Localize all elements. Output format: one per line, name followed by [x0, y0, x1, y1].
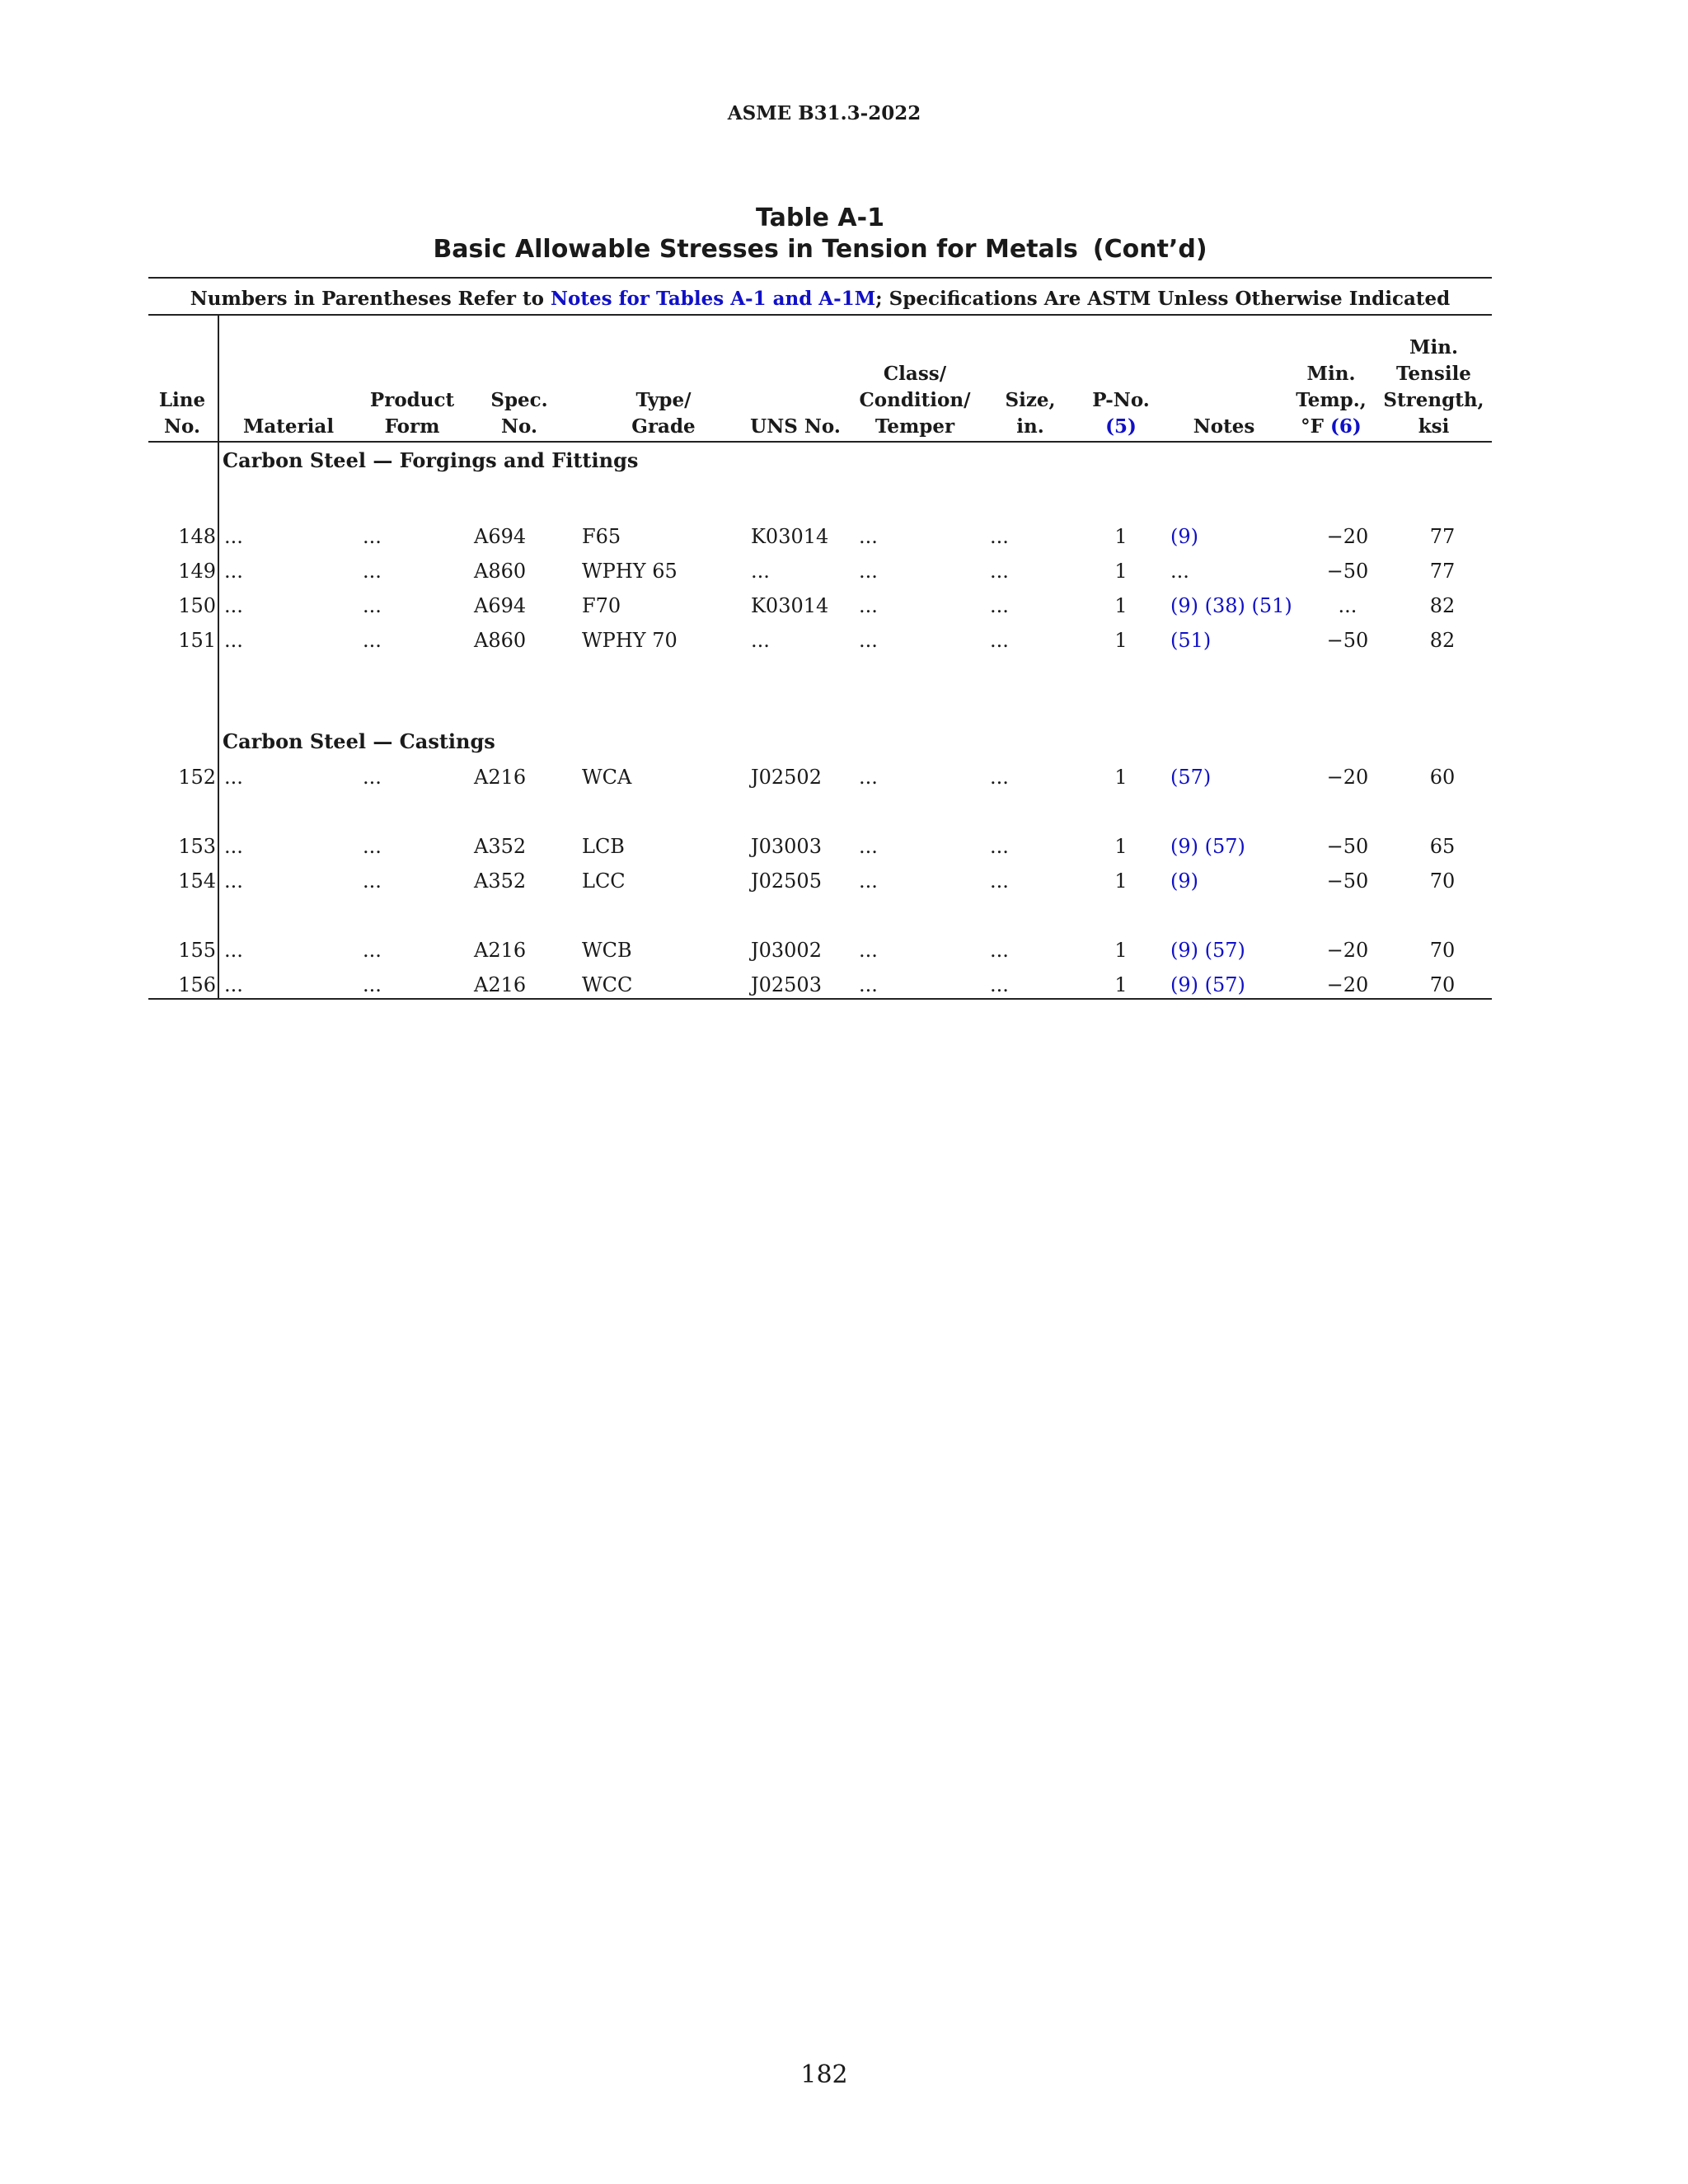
cell-material: ...	[224, 629, 243, 652]
cell-line-no: 150	[178, 594, 216, 617]
subnote-rule	[148, 314, 1492, 316]
cell-class: ...	[859, 560, 878, 583]
cell-p-no: 1	[1114, 594, 1128, 617]
cell-line-no: 155	[178, 939, 216, 962]
cell-grade: WPHY 65	[582, 560, 678, 583]
cell-uns-no: J03003	[751, 835, 822, 858]
cell-uns-no: ...	[751, 560, 770, 583]
cell-material: ...	[224, 869, 243, 893]
header-min-temp: Min. Temp., °F (6)	[1296, 363, 1367, 438]
cell-line-no: 148	[178, 525, 216, 548]
cell-class: ...	[859, 766, 878, 789]
cell-p-no: 1	[1114, 973, 1128, 996]
line-no-divider	[218, 316, 219, 998]
cell-spec-no: A352	[474, 869, 527, 893]
header-spec-no: Spec. No.	[490, 389, 548, 438]
cell-notes[interactable]: (9) (57)	[1170, 835, 1245, 858]
cell-p-no: 1	[1114, 525, 1128, 548]
cell-grade: WPHY 70	[582, 629, 678, 652]
top-rule	[148, 277, 1492, 279]
cell-spec-no: A860	[474, 560, 527, 583]
page-number: 182	[800, 2060, 848, 2089]
cell-notes[interactable]: (9) (57)	[1170, 973, 1245, 996]
cell-uns-no: K03014	[751, 525, 829, 548]
subnote-pre: Numbers in Parentheses Refer to	[190, 288, 551, 310]
cell-notes[interactable]: (9)	[1170, 869, 1198, 893]
cell-min-temp: −20	[1326, 939, 1369, 962]
cell-line-no: 149	[178, 560, 216, 583]
table-title	[148, 234, 1492, 265]
header-material: Material	[242, 415, 335, 438]
table-cont: (Cont’d)	[1092, 235, 1207, 264]
subnote-post: ; Specifications Are ASTM Unless Otherwise Indicated	[875, 288, 1451, 310]
cell-grade: F70	[582, 594, 621, 617]
cell-line-no: 156	[178, 973, 216, 996]
cell-notes[interactable]: (9)	[1170, 525, 1198, 548]
cell-grade: LCB	[582, 835, 625, 858]
cell-size: ...	[990, 525, 1009, 548]
header-line-no: Line No.	[158, 389, 206, 438]
cell-product-form: ...	[363, 973, 382, 996]
cell-min-temp: −20	[1326, 973, 1369, 996]
cell-product-form: ...	[363, 560, 382, 583]
cell-product-form: ...	[363, 629, 382, 652]
cell-notes[interactable]: (57)	[1170, 766, 1212, 789]
cell-class: ...	[859, 525, 878, 548]
cell-class: ...	[859, 629, 878, 652]
header-p-no: P-No. (5)	[1092, 389, 1150, 438]
cell-min-temp: −50	[1326, 835, 1369, 858]
header-product-form: Product Form	[369, 389, 455, 438]
cell-tensile: 65	[1429, 835, 1456, 858]
cell-tensile: 77	[1429, 560, 1456, 583]
cell-material: ...	[224, 766, 243, 789]
cell-material: ...	[224, 939, 243, 962]
notes-link[interactable]: Notes for Tables A-1 and A-1M	[551, 288, 876, 310]
cell-class: ...	[859, 939, 878, 962]
cell-line-no: 152	[178, 766, 216, 789]
cell-size: ...	[990, 560, 1009, 583]
cell-spec-no: A216	[474, 973, 527, 996]
cell-product-form: ...	[363, 525, 382, 548]
cell-uns-no: J03002	[751, 939, 822, 962]
cell-spec-no: A216	[474, 939, 527, 962]
cell-spec-no: A860	[474, 629, 527, 652]
cell-size: ...	[990, 766, 1009, 789]
table-title-block	[148, 203, 1492, 265]
cell-min-temp: ...	[1338, 594, 1357, 617]
cell-size: ...	[990, 939, 1009, 962]
header-tensile: Min. Tensile Strength, ksi	[1383, 336, 1484, 438]
cell-min-temp: −50	[1326, 560, 1369, 583]
cell-min-temp: −20	[1326, 525, 1369, 548]
bottom-rule	[148, 998, 1492, 1000]
cell-grade: WCA	[582, 766, 632, 789]
cell-tensile: 82	[1429, 594, 1456, 617]
cell-material: ...	[224, 525, 243, 548]
cell-material: ...	[224, 835, 243, 858]
cell-spec-no: A694	[474, 594, 527, 617]
cell-grade: WCB	[582, 939, 632, 962]
cell-min-temp: −50	[1326, 629, 1369, 652]
cell-min-temp: −50	[1326, 869, 1369, 893]
cell-line-no: 151	[178, 629, 216, 652]
table-label: Table A-1	[756, 204, 884, 232]
cell-notes[interactable]: (9) (57)	[1170, 939, 1245, 962]
cell-uns-no: K03014	[751, 594, 829, 617]
cell-spec-no: A216	[474, 766, 527, 789]
cell-size: ...	[990, 629, 1009, 652]
running-head: ASME B31.3-2022	[727, 102, 921, 124]
cell-line-no: 153	[178, 835, 216, 858]
cell-uns-no: J02502	[751, 766, 822, 789]
cell-min-temp: −20	[1326, 766, 1369, 789]
table-title-text: Basic Allowable Stresses in Tension for Metals	[433, 235, 1078, 264]
cell-grade: LCC	[582, 869, 626, 893]
cell-class: ...	[859, 594, 878, 617]
cell-material: ...	[224, 560, 243, 583]
cell-product-form: ...	[363, 835, 382, 858]
cell-size: ...	[990, 869, 1009, 893]
cell-uns-no: J02503	[751, 973, 822, 996]
cell-uns-no: ...	[751, 629, 770, 652]
cell-p-no: 1	[1114, 939, 1128, 962]
cell-spec-no: A694	[474, 525, 527, 548]
cell-class: ...	[859, 869, 878, 893]
cell-size: ...	[990, 835, 1009, 858]
cell-p-no: 1	[1114, 766, 1128, 789]
cell-uns-no: J02505	[751, 869, 822, 893]
cell-grade: F65	[582, 525, 621, 548]
cell-tensile: 60	[1429, 766, 1456, 789]
cell-tensile: 70	[1429, 939, 1456, 962]
header-uns-no: UNS No.	[750, 415, 841, 438]
header-size: Size, in.	[1005, 389, 1056, 438]
cell-notes[interactable]: (51)	[1170, 629, 1212, 652]
cell-size: ...	[990, 973, 1009, 996]
cell-spec-no: A352	[474, 835, 527, 858]
cell-p-no: 1	[1114, 835, 1128, 858]
cell-product-form: ...	[363, 594, 382, 617]
cell-p-no: 1	[1114, 629, 1128, 652]
cell-material: ...	[224, 973, 243, 996]
cell-tensile: 70	[1429, 869, 1456, 893]
cell-line-no: 154	[178, 869, 216, 893]
cell-material: ...	[224, 594, 243, 617]
cell-p-no: 1	[1114, 869, 1128, 893]
cell-tensile: 77	[1429, 525, 1456, 548]
cell-tensile: 82	[1429, 629, 1456, 652]
cell-product-form: ...	[363, 939, 382, 962]
cell-notes[interactable]: (9) (38) (51)	[1170, 594, 1292, 617]
cell-notes: ...	[1170, 560, 1189, 583]
cell-p-no: 1	[1114, 560, 1128, 583]
section-title: Carbon Steel — Castings	[223, 729, 495, 753]
cell-product-form: ...	[363, 869, 382, 893]
cell-class: ...	[859, 835, 878, 858]
cell-tensile: 70	[1429, 973, 1456, 996]
header-class: Class/ Condition/ Temper	[859, 363, 971, 438]
header-type-grade: Type/ Grade	[631, 389, 696, 438]
header-notes: Notes	[1193, 415, 1255, 438]
cell-product-form: ...	[363, 766, 382, 789]
cell-size: ...	[990, 594, 1009, 617]
table-subnote	[148, 285, 1492, 313]
header-rule	[148, 441, 1492, 443]
cell-class: ...	[859, 973, 878, 996]
section-title: Carbon Steel — Forgings and Fittings	[223, 448, 639, 472]
cell-grade: WCC	[582, 973, 633, 996]
